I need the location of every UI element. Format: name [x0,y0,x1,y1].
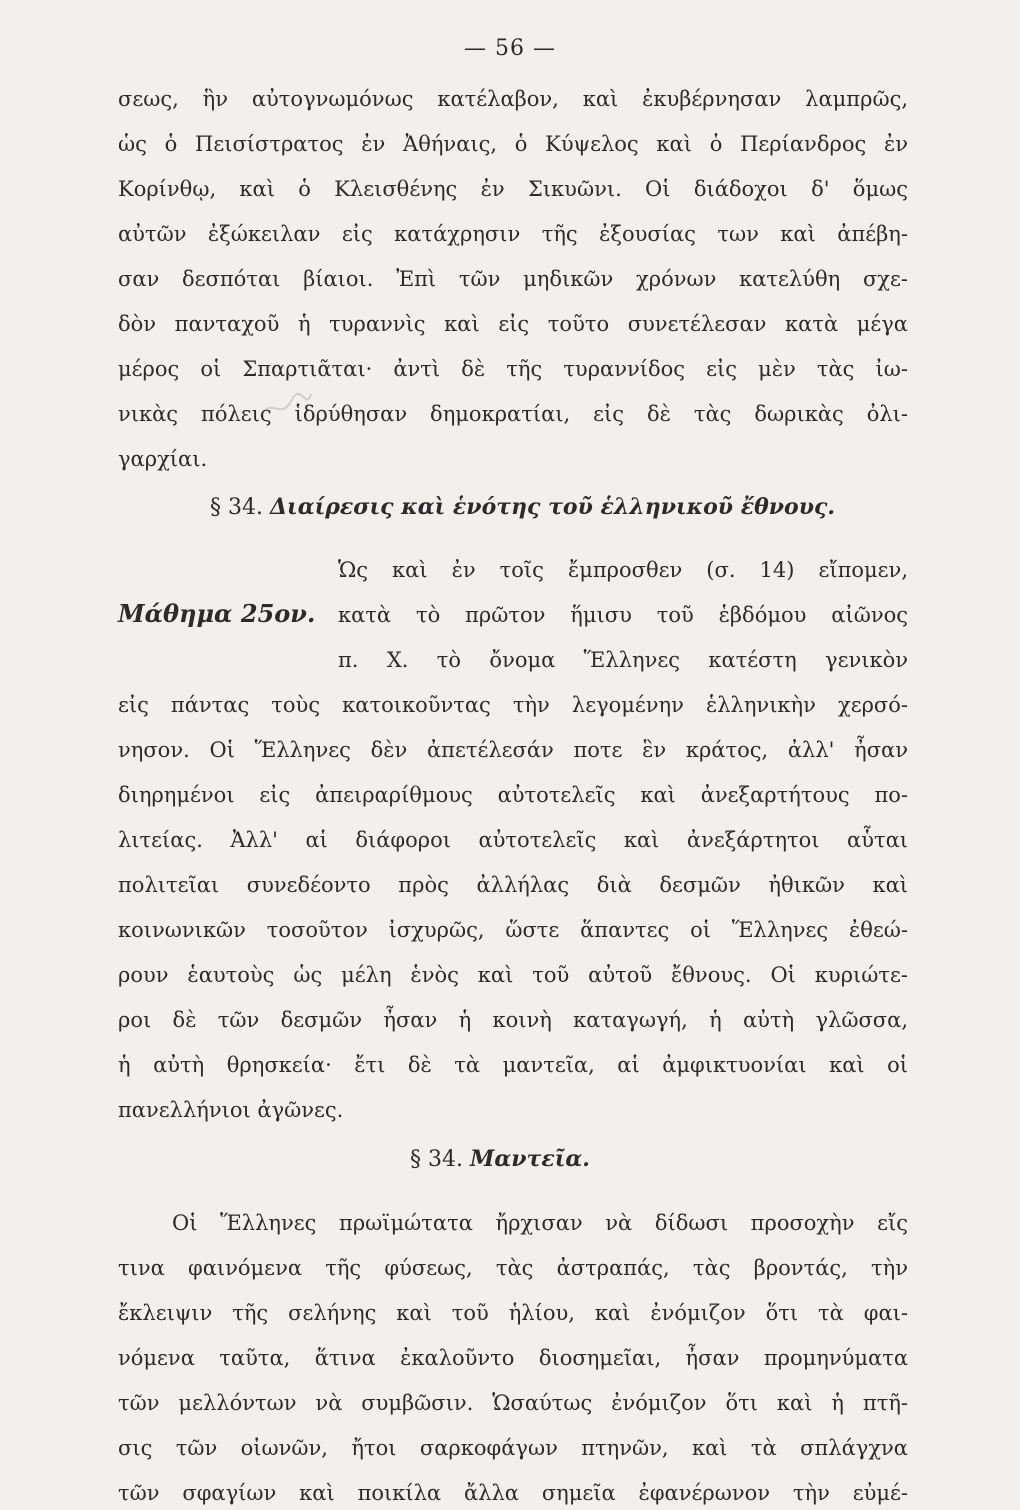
ink-smudge [256,386,316,426]
lesson-note: Μάθημα 25ον. [118,599,316,628]
text-line: νησον. Οἱ Ἕλληνες δὲν ἀπετέλεσάν ποτε ἓν κράτος, ἀλλ' ἦσαν [118,738,908,762]
section-title: Διαίρεσις καὶ ἑνότης τοῦ ἑλληνικοῦ ἔθνους. [269,494,836,520]
page-number: — 56 — [464,36,556,61]
section-heading [410,1142,590,1176]
text-line: τῶν σφαγίων καὶ ποικίλα ἄλλα σημεῖα ἐφανέρωνον τὴν εὐμέ- [118,1481,908,1505]
text-line: ἔκλειψιν τῆς σελήνης καὶ τοῦ ἡλίου, καὶ ἐνόμιζον ὅτι τὰ φαι- [118,1301,908,1325]
text-line: σεως, ἣν αὐτογνωμόνως κατέλαβον, καὶ ἐκυβέρνησαν λαμπρῶς, [118,87,908,111]
section-heading [210,490,835,524]
text-line: σις τῶν οἰωνῶν, ἤτοι σαρκοφάγων πτηνῶν, καὶ τὰ σπλάγχνα [118,1436,908,1460]
text-line: διηρημένοι εἰς ἀπειραρίθμους αὐτοτελεῖς καὶ ἀνεξαρτήτους πο- [118,783,908,807]
text-line: κοινωνικῶν τοσοῦτον ἰσχυρῶς, ὥστε ἅπαντες οἱ Ἕλληνες ἐθεώ- [118,918,908,942]
section-title: Μαντεῖα. [469,1146,590,1172]
text-line: κατὰ τὸ πρῶτον ἥμισυ τοῦ ἑβδόμου αἰῶνος [338,603,908,627]
text-line: π. Χ. τὸ ὄνομα Ἕλληνες κατέστη γενικὸν [338,648,908,672]
text-line: νικὰς πόλεις ἱδρύθησαν δημοκρατίαι, εἰς δὲ τὰς δωρικὰς ὀλι- [118,402,908,426]
text-line: εἰς πάντας τοὺς κατοικοῦντας τὴν λεγομένην ἑλληνικὴν χερσό- [118,693,908,717]
text-line: αὐτῶν ἐξώκειλαν εἰς κατάχρησιν τῆς ἐξουσίας των καὶ ἀπέβη- [118,222,908,246]
text-line: Οἱ Ἕλληνες πρωϊμώτατα ἤρχισαν νὰ δίδωσι προσοχὴν εἴς [172,1211,908,1235]
text-line: Κορίνθῳ, καὶ ὁ Κλεισθένης ἐν Σικυῶνι. Οἱ διάδοχοι δ' ὅμως [118,177,908,201]
section-number: § 34. [210,495,263,520]
text-line: πανελλήνιοι ἀγῶνες. [118,1098,344,1122]
text-line: τῶν μελλόντων νὰ συμβῶσιν. Ὡσαύτως ἐνόμιζον ὅτι καὶ ἡ πτῆ- [118,1391,908,1415]
text-line: δὸν πανταχοῦ ἡ τυραννὶς καὶ εἰς τοῦτο συνετέλεσαν κατὰ μέγα [118,312,908,336]
section-number: § 34. [410,1147,463,1172]
text-line: λιτείας. Ἀλλ' αἱ διάφοροι αὐτοτελεῖς καὶ ἀνεξάρτητοι αὗται [118,828,908,852]
text-line: σαν δεσπόται βίαιοι. Ἐπὶ τῶν μηδικῶν χρόνων κατελύθη σχε- [118,267,908,291]
text-line: πολιτεῖαι συνεδέοντο πρὸς ἀλλήλας διὰ δεσμῶν ἠθικῶν καὶ [118,873,908,897]
text-line: ὡς ὁ Πεισίστρατος ἐν Ἀθήναις, ὁ Κύψελος καὶ ὁ Περίανδρος ἐν [118,132,908,156]
text-line: ρουν ἑαυτοὺς ὡς μέλη ἑνὸς καὶ τοῦ αὐτοῦ ἔθνους. Οἱ κυριώτε- [118,963,908,987]
text-line: μέρος οἱ Σπαρτιᾶται· ἀντὶ δὲ τῆς τυραννίδος εἰς μὲν τὰς ἰω- [118,357,908,381]
text-line: νόμενα ταῦτα, ἅτινα ἐκαλοῦντο διοσημεῖαι, ἦσαν προμηνύματα [118,1346,908,1370]
text-line: ροι δὲ τῶν δεσμῶν ἦσαν ἡ κοινὴ καταγωγή, ἡ αὐτὴ γλῶσσα, [118,1008,908,1032]
text-line: τινα φαινόμενα τῆς φύσεως, τὰς ἀστραπάς, τὰς βροντάς, τὴν [118,1256,908,1280]
text-line: γαρχίαι. [118,447,208,471]
text-line: Ὡς καὶ ἐν τοῖς ἔμπροσθεν (σ. 14) εἴπομεν, [338,558,908,582]
text-line: ἡ αὐτὴ θρησκεία· ἔτι δὲ τὰ μαντεῖα, αἱ ἀμφικτυονίαι καὶ οἱ [118,1053,908,1077]
